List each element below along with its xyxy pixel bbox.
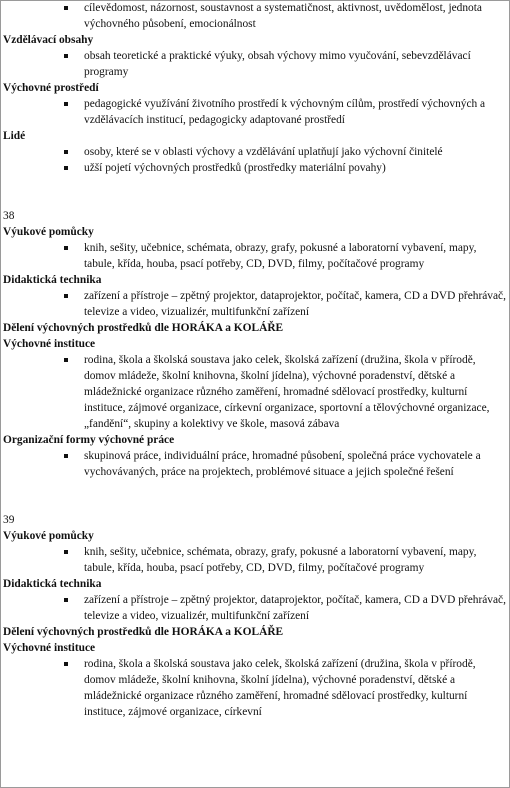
section-heading: Didaktická technika	[3, 578, 102, 590]
bullet-list	[3, 592, 507, 624]
list-item	[3, 448, 507, 480]
bullet-icon	[64, 294, 68, 298]
list-item-text: obsah teoretické a praktické výuky, obsah výchovy mimo vyučování, sebevzdělávací programy	[84, 50, 471, 78]
list-item	[3, 656, 507, 720]
section-heading: Výchovné instituce	[3, 338, 96, 350]
list-item-text: užší pojetí výchovných prostředků (prostředky materiální povahy)	[84, 162, 386, 174]
page-number: 39	[3, 514, 15, 526]
list-item	[3, 160, 507, 176]
bullet-list	[3, 544, 507, 576]
list-item-text: zařízení a přístroje – zpětný projektor, dataprojektor, počítač, kamera, CD a DVD přehrávač, televize a video, vizualizér, multifunkční zařízení	[84, 594, 506, 622]
bullet-list	[3, 48, 507, 80]
list-item-text: knih, sešity, učebnice, schémata, obrazy, grafy, pokusné a laboratorní vybavení, mapy, tabule, křída, houba, psací potřeby, CD, DVD, filmy, počítačové programy	[84, 546, 477, 574]
bullet-icon	[64, 54, 68, 58]
section-heading: Výukové pomůcky	[3, 226, 94, 238]
bullet-list	[3, 288, 507, 320]
list-item	[3, 288, 507, 320]
bullet-icon	[64, 550, 68, 554]
bullet-icon	[64, 358, 68, 362]
list-item	[3, 144, 507, 160]
list-item-text: zařízení a přístroje – zpětný projektor, dataprojektor, počítač, kamera, CD a DVD přehrávač, televize a video, vizualizér, multifunkční zařízení	[84, 290, 506, 318]
page-number: 38	[3, 210, 15, 222]
list-item	[3, 0, 507, 32]
list-item	[3, 240, 507, 272]
list-item-text: rodina, škola a školská soustava jako celek, školská zařízení (družina, škola v přírodě, domov mládeže, školní knihovna, školní jídelna), výchovné poradenství, dětské a mládežnické organizace různého zaměření, hromadné sdělovací prostředky, kulturní instituce, zájmové organizace, církevní organizace, sportovní a tělovýchovné organizace, „fandění“, skupiny a kolektivy ve škole, masová zábava	[84, 354, 490, 430]
bullet-icon	[64, 454, 68, 458]
section-heading: Výchovné prostředí	[3, 82, 99, 94]
bullet-list	[3, 240, 507, 272]
top-bullet-list	[3, 0, 507, 32]
bullet-list	[3, 448, 507, 480]
section-heading: Organizační formy výchovné práce	[3, 434, 175, 446]
list-item-text: knih, sešity, učebnice, schémata, obrazy, grafy, pokusné a laboratorní vybavení, mapy, tabule, křída, houba, psací potřeby, CD, DVD, filmy, počítačové programy	[84, 242, 477, 270]
bullet-icon	[64, 598, 68, 602]
list-item-text: cílevědomost, názornost, soustavnost a systematičnost, aktivnost, uvědomělost, jednota výchovného působení, emocionálnost	[84, 2, 482, 30]
bullet-icon	[64, 102, 68, 106]
section-heading: Vzdělávací obsahy	[3, 34, 94, 46]
list-item	[3, 352, 507, 432]
list-item-text: skupinová práce, individuální práce, hromadné působení, společná práce vychovatele a vychovávaných, práce na projektech, problémové situace a jejich společné řešení	[84, 450, 481, 478]
bullet-list	[3, 96, 507, 128]
list-item	[3, 48, 507, 80]
bullet-icon	[64, 6, 68, 10]
bullet-list	[3, 656, 507, 720]
bullet-list	[3, 352, 507, 432]
bullet-icon	[64, 150, 68, 154]
bullet-icon	[64, 166, 68, 170]
bullet-icon	[64, 246, 68, 250]
bullet-list	[3, 144, 507, 176]
list-item-text: pedagogické využívání životního prostředí k výchovným cílům, prostředí výchovných a vzdělávacích institucí, pedagogicky adaptované prostředí	[84, 98, 486, 126]
section-heading: Dělení výchovných prostředků dle HORÁKA a KOLÁŘE	[3, 626, 284, 638]
list-item	[3, 96, 507, 128]
list-item-text: rodina, škola a školská soustava jako celek, školská zařízení (družina, škola v přírodě, domov mládeže, školní knihovna, školní jídelna), výchovné poradenství, dětské a mládežnické organizace různého zaměření, hromadné sdělovací prostředky, kulturní instituce, zájmové organizace, církevní	[84, 658, 476, 718]
section-heading: Výukové pomůcky	[3, 530, 94, 542]
list-item-text: osoby, které se v oblasti výchovy a vzdělávání uplatňují jako výchovní činitelé	[84, 146, 443, 158]
list-item	[3, 544, 507, 576]
section-heading: Dělení výchovných prostředků dle HORÁKA a KOLÁŘE	[3, 322, 284, 334]
list-item	[3, 592, 507, 624]
document-content	[3, 0, 507, 720]
section-heading: Výchovné instituce	[3, 642, 96, 654]
section-heading: Lidé	[3, 130, 26, 142]
section-heading: Didaktická technika	[3, 274, 102, 286]
bullet-icon	[64, 662, 68, 666]
